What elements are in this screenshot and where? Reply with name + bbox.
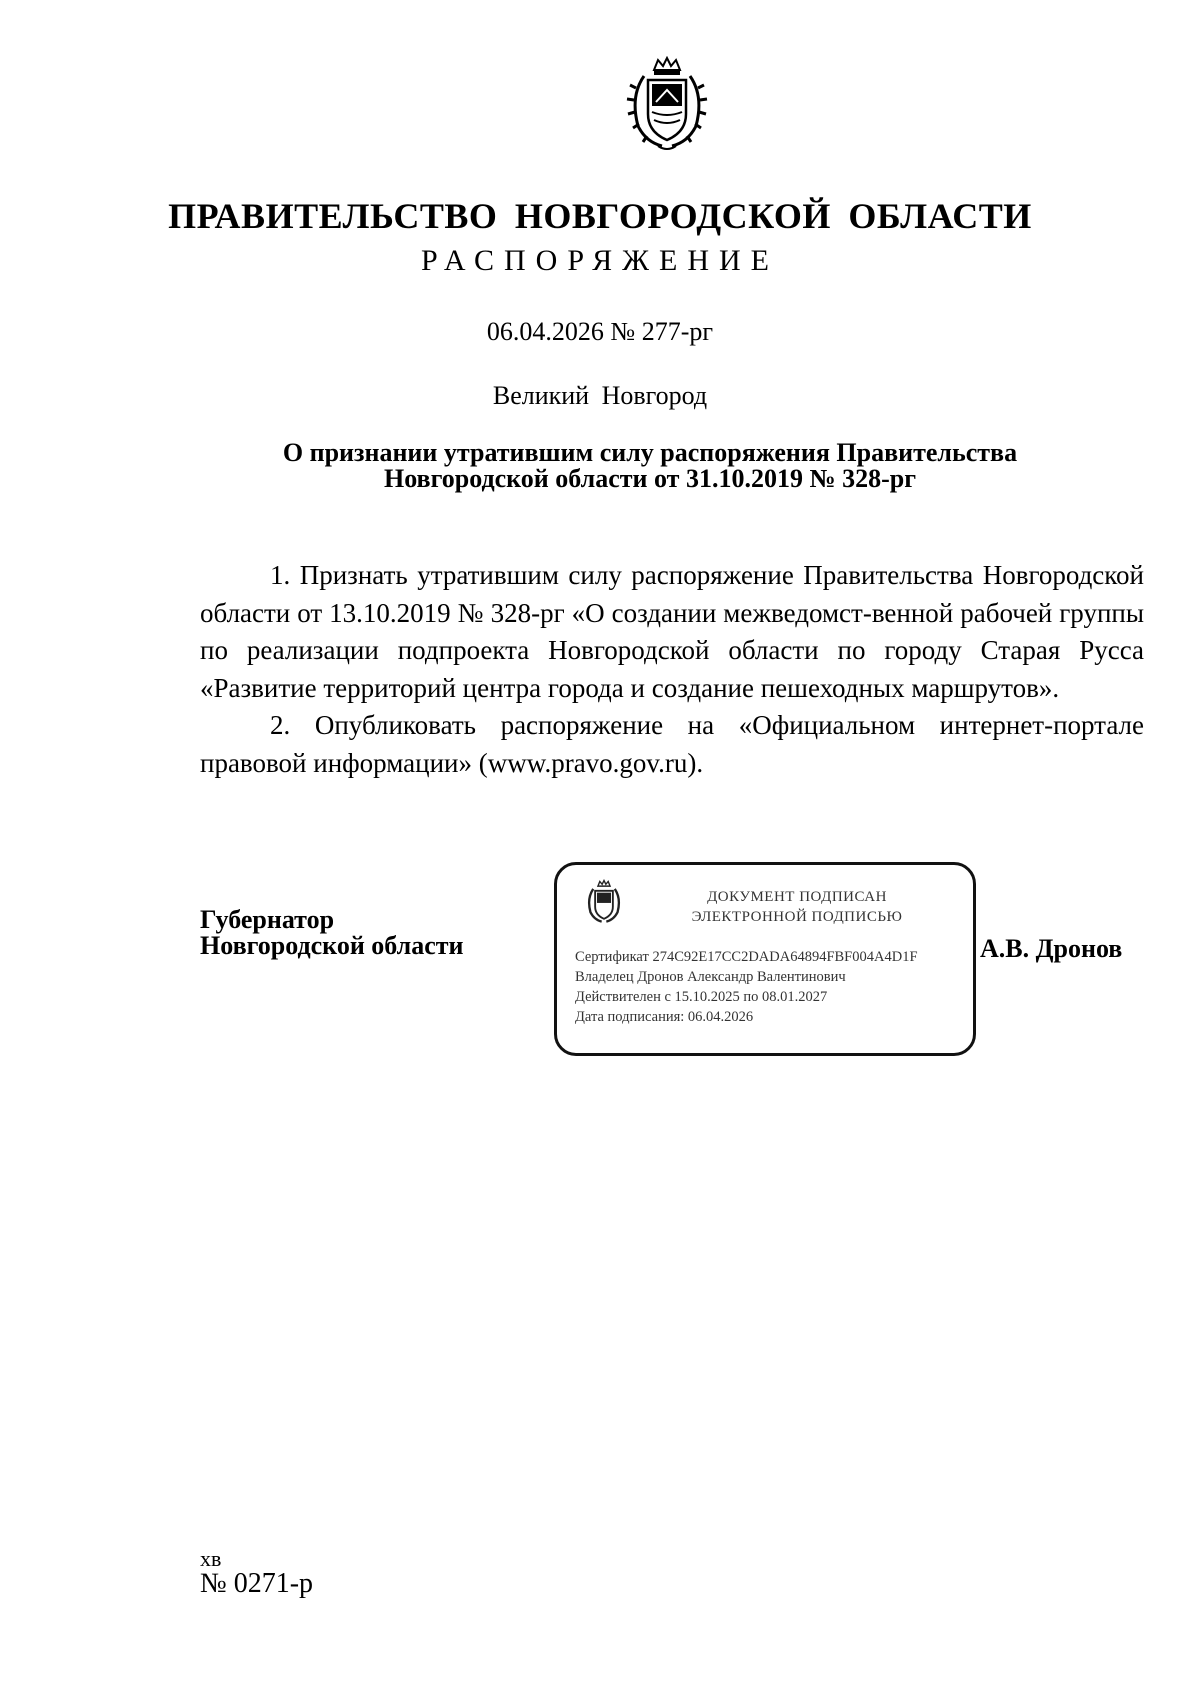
document-kind: РАСПОРЯЖЕНИЕ bbox=[420, 244, 780, 277]
stamp-validity: Действителен с 15.10.2025 по 08.01.2027 bbox=[575, 989, 828, 1005]
stamp-details bbox=[575, 947, 918, 1027]
government-title: ПРАВИТЕЛЬСТВО НОВГОРОДСКОЙ ОБЛАСТИ bbox=[168, 196, 1032, 236]
stamp-signed-date: Дата подписания: 06.04.2026 bbox=[575, 1009, 754, 1025]
stamp-owner: Владелец Дронов Александр Валентинович bbox=[575, 969, 846, 985]
stamp-heading bbox=[637, 887, 957, 927]
coat-of-arms-icon bbox=[622, 56, 712, 152]
stamp-heading-line-2: ЭЛЕКТРОННОЙ ПОДПИСЬЮ bbox=[691, 909, 903, 925]
signer-name: А.В. Дронов bbox=[980, 934, 1123, 963]
document-date-number: 06.04.2026 № 277-рг bbox=[486, 317, 714, 346]
stamp-coat-of-arms-icon bbox=[583, 879, 625, 925]
signer-title-line-2: Новгородской области bbox=[200, 931, 464, 960]
subject-line-2: Новгородской области от 31.10.2019 № 328-рг bbox=[383, 464, 916, 493]
signer-title-line-1: Губернатор bbox=[200, 905, 335, 934]
stamp-heading-line-1: ДОКУМЕНТ ПОДПИСАН bbox=[707, 889, 887, 905]
document-subject bbox=[220, 440, 1080, 492]
signer-title bbox=[200, 907, 464, 959]
footer-code: хв bbox=[200, 1546, 222, 1571]
stamp-certificate: Сертификат 274C92E17CC2DADA64894FBF004A4D1F bbox=[575, 949, 918, 965]
electronic-signature-stamp bbox=[554, 862, 976, 1056]
paragraph-1: 1. Признать утратившим силу распоряжение Правительства Новгородской области от 13.10.2019 № 328-рг «О создании межведомст-венной рабочей группы по реализации подпроекта Новгородской области по городу Старая Русса «Развитие территорий центра города и создание пешеходных маршрутов». bbox=[200, 560, 1144, 703]
document-city: Великий Новгород bbox=[492, 381, 708, 410]
document-body bbox=[200, 557, 1144, 782]
paragraph-2: 2. Опубликовать распоряжение на «Официальном интернет-портале правовой информации» (www.pravo.gov.ru). bbox=[200, 710, 1144, 778]
footer-number: № 0271-р bbox=[200, 1568, 314, 1599]
subject-line-1: О признании утратившим силу распоряжения Правительства bbox=[282, 438, 1018, 467]
